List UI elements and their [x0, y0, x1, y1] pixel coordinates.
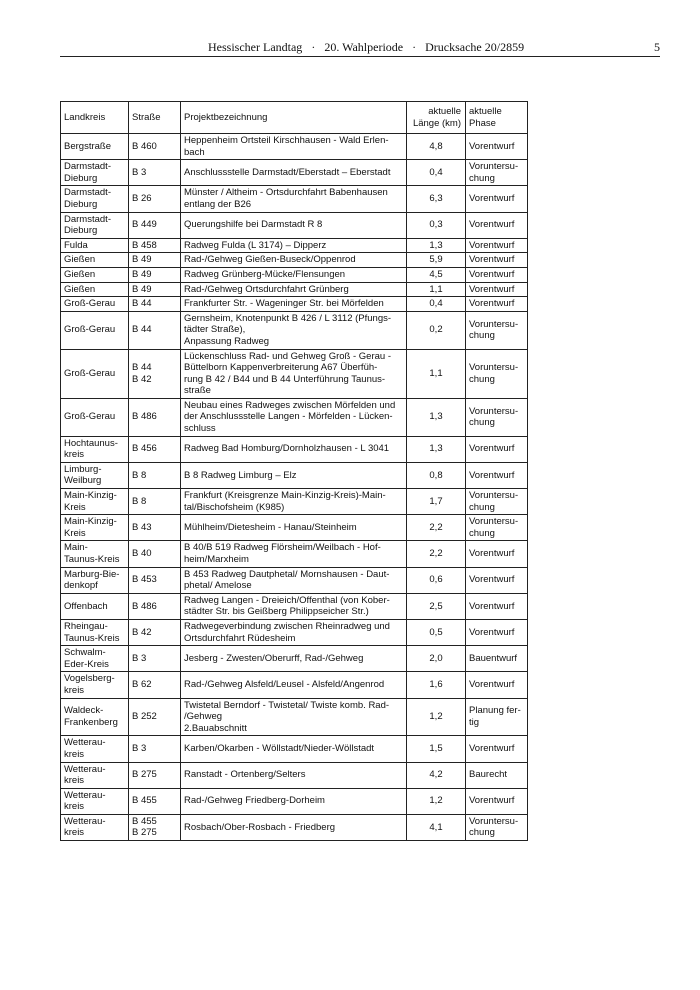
cell-strasse: B 8 [129, 462, 181, 488]
cell-projekt: Rad-/Gehweg Friedberg-Dorheim [181, 788, 407, 814]
cell-strasse: B 3 [129, 736, 181, 762]
cell-projekt: Karben/Okarben - Wöllstadt/Nieder-Wöllstadt [181, 736, 407, 762]
cell-projekt: Radweg Fulda (L 3174) – Dipperz [181, 238, 407, 253]
cell-landkreis: Wetterau- kreis [61, 788, 129, 814]
cell-strasse: B 44 [129, 297, 181, 312]
cell-strasse: B 275 [129, 762, 181, 788]
table-row [61, 736, 528, 762]
cell-strasse: B 44 [129, 311, 181, 349]
table-header-row [61, 102, 528, 134]
cell-phase: Vorentwurf [466, 788, 528, 814]
column-header-strasse: Straße [129, 102, 181, 134]
cell-phase: Vorentwurf [466, 541, 528, 567]
cell-projekt: Rad-/Gehweg Alsfeld/Leusel - Alsfeld/Angenrod [181, 672, 407, 698]
cell-strasse: B 453 [129, 567, 181, 593]
header-rule [60, 56, 660, 57]
cell-projekt: Radweg Langen - Dreieich/Offenthal (von Kober- städter Str. bis Geißberg Philippseicher Str.) [181, 593, 407, 619]
cell-phase: Vorentwurf [466, 462, 528, 488]
table-row [61, 619, 528, 645]
cell-phase: Voruntersu- chung [466, 515, 528, 541]
cell-laenge: 2,5 [407, 593, 466, 619]
cell-projekt: Ranstadt - Ortenberg/Selters [181, 762, 407, 788]
cell-strasse: B 43 [129, 515, 181, 541]
cell-laenge: 1,3 [407, 436, 466, 462]
cell-laenge: 4,8 [407, 134, 466, 160]
cell-phase: Vorentwurf [466, 238, 528, 253]
cell-strasse: B 40 [129, 541, 181, 567]
cell-landkreis: Rheingau- Taunus-Kreis [61, 619, 129, 645]
table-row [61, 297, 528, 312]
cell-strasse: B 8 [129, 489, 181, 515]
page-number: 5 [654, 40, 660, 54]
cell-phase: Voruntersu- chung [466, 160, 528, 186]
table-row [61, 489, 528, 515]
cell-landkreis: Offenbach [61, 593, 129, 619]
table-row [61, 311, 528, 349]
table-row [61, 282, 528, 297]
cell-projekt: Frankfurt (Kreisgrenze Main-Kinzig-Kreis)-Main- tal/Bischofsheim (K985) [181, 489, 407, 515]
cell-landkreis: Limburg- Weilburg [61, 462, 129, 488]
cell-landkreis: Wetterau- kreis [61, 736, 129, 762]
cell-landkreis: Groß-Gerau [61, 297, 129, 312]
cell-projekt: Neubau eines Radweges zwischen Mörfelden und der Anschlussstelle Langen - Mörfelden - Lücken- schluss [181, 398, 407, 436]
cell-strasse: B 455 B 275 [129, 814, 181, 840]
cell-laenge: 2,2 [407, 515, 466, 541]
cell-landkreis: Darmstadt- Dieburg [61, 186, 129, 212]
cell-laenge: 1,6 [407, 672, 466, 698]
cell-laenge: 5,9 [407, 253, 466, 268]
cell-projekt: Querungshilfe bei Darmstadt R 8 [181, 212, 407, 238]
table-row [61, 567, 528, 593]
cell-strasse: B 3 [129, 646, 181, 672]
cell-projekt: Radweg Bad Homburg/Dornholzhausen - L 3041 [181, 436, 407, 462]
header-publisher: Hessischer Landtag [208, 40, 303, 54]
cell-projekt: B 8 Radweg Limburg – Elz [181, 462, 407, 488]
cell-landkreis: Fulda [61, 238, 129, 253]
cell-strasse: B 460 [129, 134, 181, 160]
cell-projekt: Lückenschluss Rad- und Gehweg Groß - Gerau - Büttelborn Kappenverbreiterung A67 Überfüh- rung B 42 / B44 und B 44 Unterführung Taunus- straße [181, 349, 407, 398]
cell-phase: Voruntersu- chung [466, 814, 528, 840]
cell-landkreis: Bergstraße [61, 134, 129, 160]
cell-projekt: Münster / Altheim - Ortsdurchfahrt Babenhausen entlang der B26 [181, 186, 407, 212]
cell-phase: Vorentwurf [466, 186, 528, 212]
cell-phase: Vorentwurf [466, 253, 528, 268]
table-row [61, 238, 528, 253]
table-row [61, 698, 528, 736]
cell-landkreis: Main- Taunus-Kreis [61, 541, 129, 567]
table-row [61, 267, 528, 282]
column-header-phase: aktuelle Phase [466, 102, 528, 134]
table-row [61, 398, 528, 436]
table-row [61, 212, 528, 238]
cell-phase: Voruntersu- chung [466, 311, 528, 349]
table-row [61, 541, 528, 567]
cell-laenge: 0,3 [407, 212, 466, 238]
cell-landkreis: Darmstadt- Dieburg [61, 160, 129, 186]
table-row [61, 762, 528, 788]
cell-strasse: B 49 [129, 267, 181, 282]
cell-strasse: B 49 [129, 253, 181, 268]
table-row [61, 160, 528, 186]
cell-strasse: B 49 [129, 282, 181, 297]
cell-phase: Vorentwurf [466, 134, 528, 160]
cell-laenge: 0,4 [407, 297, 466, 312]
cell-laenge: 4,5 [407, 267, 466, 282]
table-row [61, 134, 528, 160]
cell-phase: Vorentwurf [466, 593, 528, 619]
cell-phase: Vorentwurf [466, 619, 528, 645]
cell-laenge: 1,1 [407, 349, 466, 398]
cell-projekt: Gernsheim, Knotenpunkt B 426 / L 3112 (Pfungs- tädter Straße), Anpassung Radweg [181, 311, 407, 349]
cell-phase: Voruntersu- chung [466, 349, 528, 398]
cell-strasse: B 449 [129, 212, 181, 238]
table-row [61, 253, 528, 268]
cell-landkreis: Main-Kinzig- Kreis [61, 515, 129, 541]
cell-laenge: 4,1 [407, 814, 466, 840]
cell-projekt: Radwegeverbindung zwischen Rheinradweg und Ortsdurchfahrt Rüdesheim [181, 619, 407, 645]
cell-strasse: B 26 [129, 186, 181, 212]
table-row [61, 814, 528, 840]
cell-landkreis: Gießen [61, 267, 129, 282]
cell-laenge: 6,3 [407, 186, 466, 212]
header-separator-2: · [412, 40, 417, 54]
cell-phase: Vorentwurf [466, 212, 528, 238]
table-row [61, 462, 528, 488]
cell-landkreis: Vogelsberg- kreis [61, 672, 129, 698]
cell-landkreis: Wetterau- kreis [61, 762, 129, 788]
cell-phase: Vorentwurf [466, 672, 528, 698]
table-row [61, 646, 528, 672]
page-header [150, 40, 660, 55]
cell-projekt: Jesberg - Zwesten/Oberurff, Rad-/Gehweg [181, 646, 407, 672]
cell-landkreis: Gießen [61, 253, 129, 268]
cell-landkreis: Groß-Gerau [61, 311, 129, 349]
projects-table [60, 101, 528, 841]
header-separator-1: · [311, 40, 316, 54]
cell-laenge: 1,1 [407, 282, 466, 297]
cell-landkreis: Darmstadt- Dieburg [61, 212, 129, 238]
table-row [61, 349, 528, 398]
cell-phase: Vorentwurf [466, 436, 528, 462]
table-row [61, 788, 528, 814]
cell-projekt: Rad-/Gehweg Ortsdurchfahrt Grünberg [181, 282, 407, 297]
cell-strasse: B 62 [129, 672, 181, 698]
cell-projekt: B 453 Radweg Dautphetal/ Mornshausen - Daut- phetal/ Amelose [181, 567, 407, 593]
cell-projekt: Frankfurter Str. - Wageninger Str. bei Mörfelden [181, 297, 407, 312]
cell-projekt: Heppenheim Ortsteil Kirschhausen - Wald Erlen- bach [181, 134, 407, 160]
cell-landkreis: Gießen [61, 282, 129, 297]
cell-phase: Vorentwurf [466, 297, 528, 312]
cell-phase: Bauentwurf [466, 646, 528, 672]
cell-projekt: Mühlheim/Dietesheim - Hanau/Steinheim [181, 515, 407, 541]
column-header-laenge: aktuelle Länge (km) [407, 102, 466, 134]
header-period: 20. Wahlperiode [324, 40, 404, 54]
cell-strasse: B 252 [129, 698, 181, 736]
cell-laenge: 0,8 [407, 462, 466, 488]
cell-projekt: Rad-/Gehweg Gießen-Buseck/Oppenrod [181, 253, 407, 268]
cell-landkreis: Waldeck- Frankenberg [61, 698, 129, 736]
cell-phase: Vorentwurf [466, 736, 528, 762]
cell-phase: Vorentwurf [466, 267, 528, 282]
cell-landkreis: Schwalm- Eder-Kreis [61, 646, 129, 672]
cell-landkreis: Groß-Gerau [61, 349, 129, 398]
cell-phase: Vorentwurf [466, 567, 528, 593]
cell-landkreis: Hochtaunus- kreis [61, 436, 129, 462]
cell-landkreis: Marburg-Bie- denkopf [61, 567, 129, 593]
cell-laenge: 0,6 [407, 567, 466, 593]
cell-phase: Voruntersu- chung [466, 398, 528, 436]
cell-phase: Planung fer- tig [466, 698, 528, 736]
cell-projekt: Twistetal Berndorf - Twistetal/ Twiste komb. Rad- /Gehweg 2.Bauabschnitt [181, 698, 407, 736]
cell-laenge: 0,5 [407, 619, 466, 645]
cell-projekt: Anschlussstelle Darmstadt/Eberstadt – Eberstadt [181, 160, 407, 186]
header-document: Drucksache 20/2859 [425, 40, 525, 54]
table-header [61, 102, 528, 134]
cell-strasse: B 42 [129, 619, 181, 645]
cell-laenge: 1,3 [407, 238, 466, 253]
cell-laenge: 2,0 [407, 646, 466, 672]
column-header-projekt: Projektbezeichnung [181, 102, 407, 134]
cell-laenge: 4,2 [407, 762, 466, 788]
cell-landkreis: Groß-Gerau [61, 398, 129, 436]
cell-laenge: 2,2 [407, 541, 466, 567]
cell-strasse: B 486 [129, 593, 181, 619]
cell-projekt: Radweg Grünberg-Mücke/Flensungen [181, 267, 407, 282]
cell-strasse: B 44 B 42 [129, 349, 181, 398]
table-body [61, 134, 528, 841]
cell-strasse: B 3 [129, 160, 181, 186]
cell-phase: Voruntersu- chung [466, 489, 528, 515]
table-row [61, 672, 528, 698]
cell-phase: Vorentwurf [466, 282, 528, 297]
cell-laenge: 1,3 [407, 398, 466, 436]
cell-strasse: B 456 [129, 436, 181, 462]
cell-strasse: B 458 [129, 238, 181, 253]
cell-laenge: 1,2 [407, 698, 466, 736]
cell-projekt: B 40/B 519 Radweg Flörsheim/Weilbach - Hof- heim/Marxheim [181, 541, 407, 567]
cell-phase: Baurecht [466, 762, 528, 788]
table-row [61, 186, 528, 212]
cell-laenge: 1,5 [407, 736, 466, 762]
column-header-landkreis: Landkreis [61, 102, 129, 134]
cell-strasse: B 455 [129, 788, 181, 814]
cell-laenge: 1,2 [407, 788, 466, 814]
table-row [61, 515, 528, 541]
cell-landkreis: Wetterau- kreis [61, 814, 129, 840]
cell-landkreis: Main-Kinzig- Kreis [61, 489, 129, 515]
cell-strasse: B 486 [129, 398, 181, 436]
table-row [61, 436, 528, 462]
cell-laenge: 1,7 [407, 489, 466, 515]
cell-laenge: 0,4 [407, 160, 466, 186]
cell-laenge: 0,2 [407, 311, 466, 349]
cell-projekt: Rosbach/Ober-Rosbach - Friedberg [181, 814, 407, 840]
table-row [61, 593, 528, 619]
header-title [150, 40, 524, 55]
